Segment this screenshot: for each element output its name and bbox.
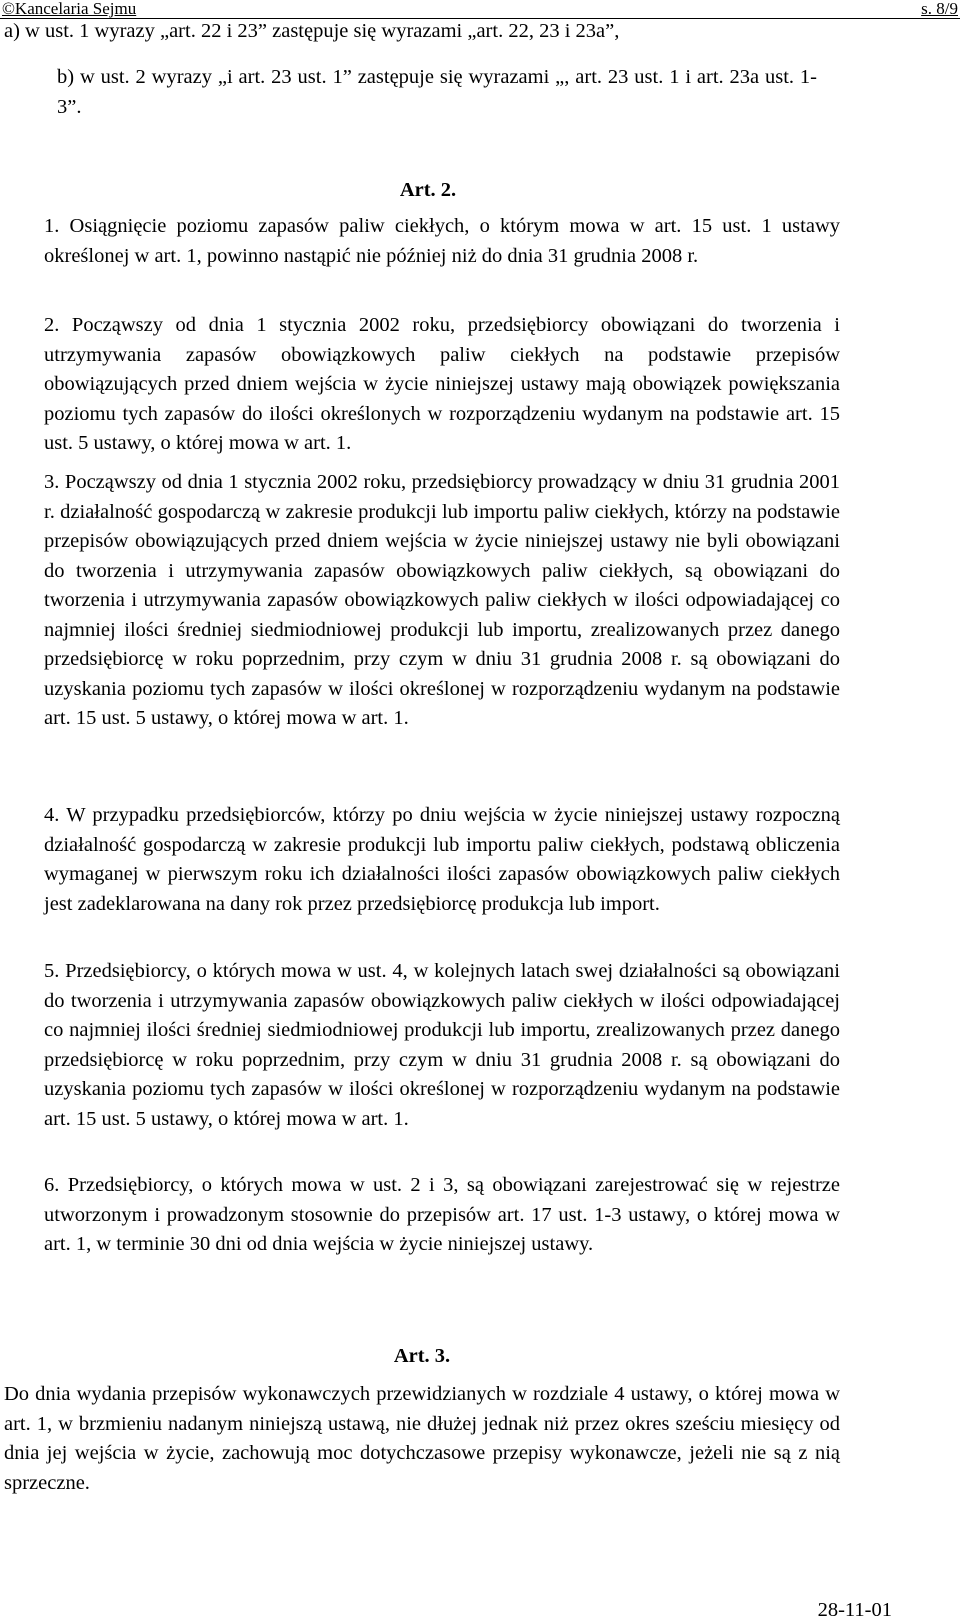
art3-text: Do dnia wydania przepisów wykonawczych przewidzianych w rozdziale 4 ustawy, o której mowa w art. 1, w brzmieniu nadanym niniejszą ustawą, nie dłużej jednak niż przez okres sześciu miesięcy od dnia jej wejścia w życie, zachowują moc dotychczasowe przepisy wykonawcze, jeżeli nie są z nią sprzeczne. bbox=[4, 1383, 840, 1494]
header-page-number: s. 8/9 bbox=[921, 0, 958, 18]
header-source: ©Kancelaria Sejmu bbox=[2, 0, 137, 18]
art2-paragraph-6: 6. Przedsiębiorcy, o których mowa w ust. 2 i 3, są obowiązani zarejestrować się w rejestrze utworzonym i prowadzonym stosownie do przepisów art. 17 ust. 1-3 ustawy, o której mowa w art. 1, w terminie 30 dni od dnia wejścia w życie niniejszej ustawy. bbox=[44, 1174, 840, 1255]
footer-date: 28-11-01 bbox=[817, 1599, 892, 1621]
art2-heading: Art. 2. bbox=[399, 179, 457, 201]
art2-paragraph-1: 1. Osiągnięcie poziomu zapasów paliw ciekłych, o którym mowa w art. 15 ust. 1 ustawy określonej w art. 1, powinno nastąpić nie później niż do dnia 31 grudnia 2008 r. bbox=[44, 215, 840, 267]
art2-paragraph-3: 3. Począwszy od dnia 1 stycznia 2002 roku, przedsiębiorcy prowadzący w dniu 31 grudnia 2001 r. działalność gospodarczą w zakresie produkcji lub importu paliw ciekłych, którzy na podstawie przepisów obowiązujących przed dniem wejścia w życie niniejszej ustawy nie byli obowiązani do tworzenia i utrzymywania zapasów obowiązkowych paliw ciekłych, są obowiązani do tworzenia i utrzymywania zapasów obowiązkowych paliw ciekłych w ilości odpowiadającej co najmniej ilości średniej siedmiodniowej produkcji lub importu, zrealizowanych przez danego przedsiębiorcę w roku poprzednim, przy czym w dniu 31 grudnia 2008 r. są obowiązani do uzyskania poziomu tych zapasów w ilości określonej w rozporządzeniu wydanym na podstawie art. 15 ust. 5 ustawy, o której mowa w art. 1. bbox=[44, 471, 840, 729]
amendment-b: b) w ust. 2 wyrazy „i art. 23 ust. 1” zastępuje się wyrazami „, art. 23 ust. 1 i art. 23a ust. 1-3”. bbox=[57, 66, 817, 118]
amendment-a: a) w ust. 1 wyrazy „art. 22 i 23” zastępuje się wyrazami „art. 22, 23 i 23a”, bbox=[4, 20, 620, 42]
art2-paragraph-2: 2. Począwszy od dnia 1 stycznia 2002 roku, przedsiębiorcy obowiązani do tworzenia i utrzymywania zapasów obowiązkowych paliw ciekłych na podstawie przepisów obowiązujących przed dniem wejścia w życie niniejszej ustawy mają obowiązek powiększania poziomu tych zapasów do ilości określonych w rozporządzeniu wydanym na podstawie art. 15 ust. 5 ustawy, o której mowa w art. 1. bbox=[44, 314, 840, 454]
art3-heading: Art. 3. bbox=[393, 1345, 451, 1367]
art2-paragraph-4: 4. W przypadku przedsiębiorców, którzy po dniu wejścia w życie niniejszej ustawy rozpoczną działalność gospodarczą w zakresie produkcji lub importu paliw ciekłych, podstawą obliczenia wymaganej w pierwszym roku ich działalności ilości zapasów obowiązkowych paliw ciekłych jest zadeklarowana na dany rok przez przedsiębiorcę produkcja lub import. bbox=[44, 804, 840, 915]
art2-paragraph-5: 5. Przedsiębiorcy, o których mowa w ust. 4, w kolejnych latach swej działalności są obowiązani do tworzenia i utrzymywania zapasów obowiązkowych paliw ciekłych w ilości odpowiadającej co najmniej ilości średniej siedmiodniowej produkcji lub importu, zrealizowanych przez danego przedsiębiorcę w roku poprzednim, przy czym w dniu 31 grudnia 2008 r. są obowiązani do uzyskania poziomu tych zapasów w ilości określonej w rozporządzeniu wydanym na podstawie art. 15 ust. 5 ustawy, o której mowa w art. 1. bbox=[44, 960, 840, 1130]
